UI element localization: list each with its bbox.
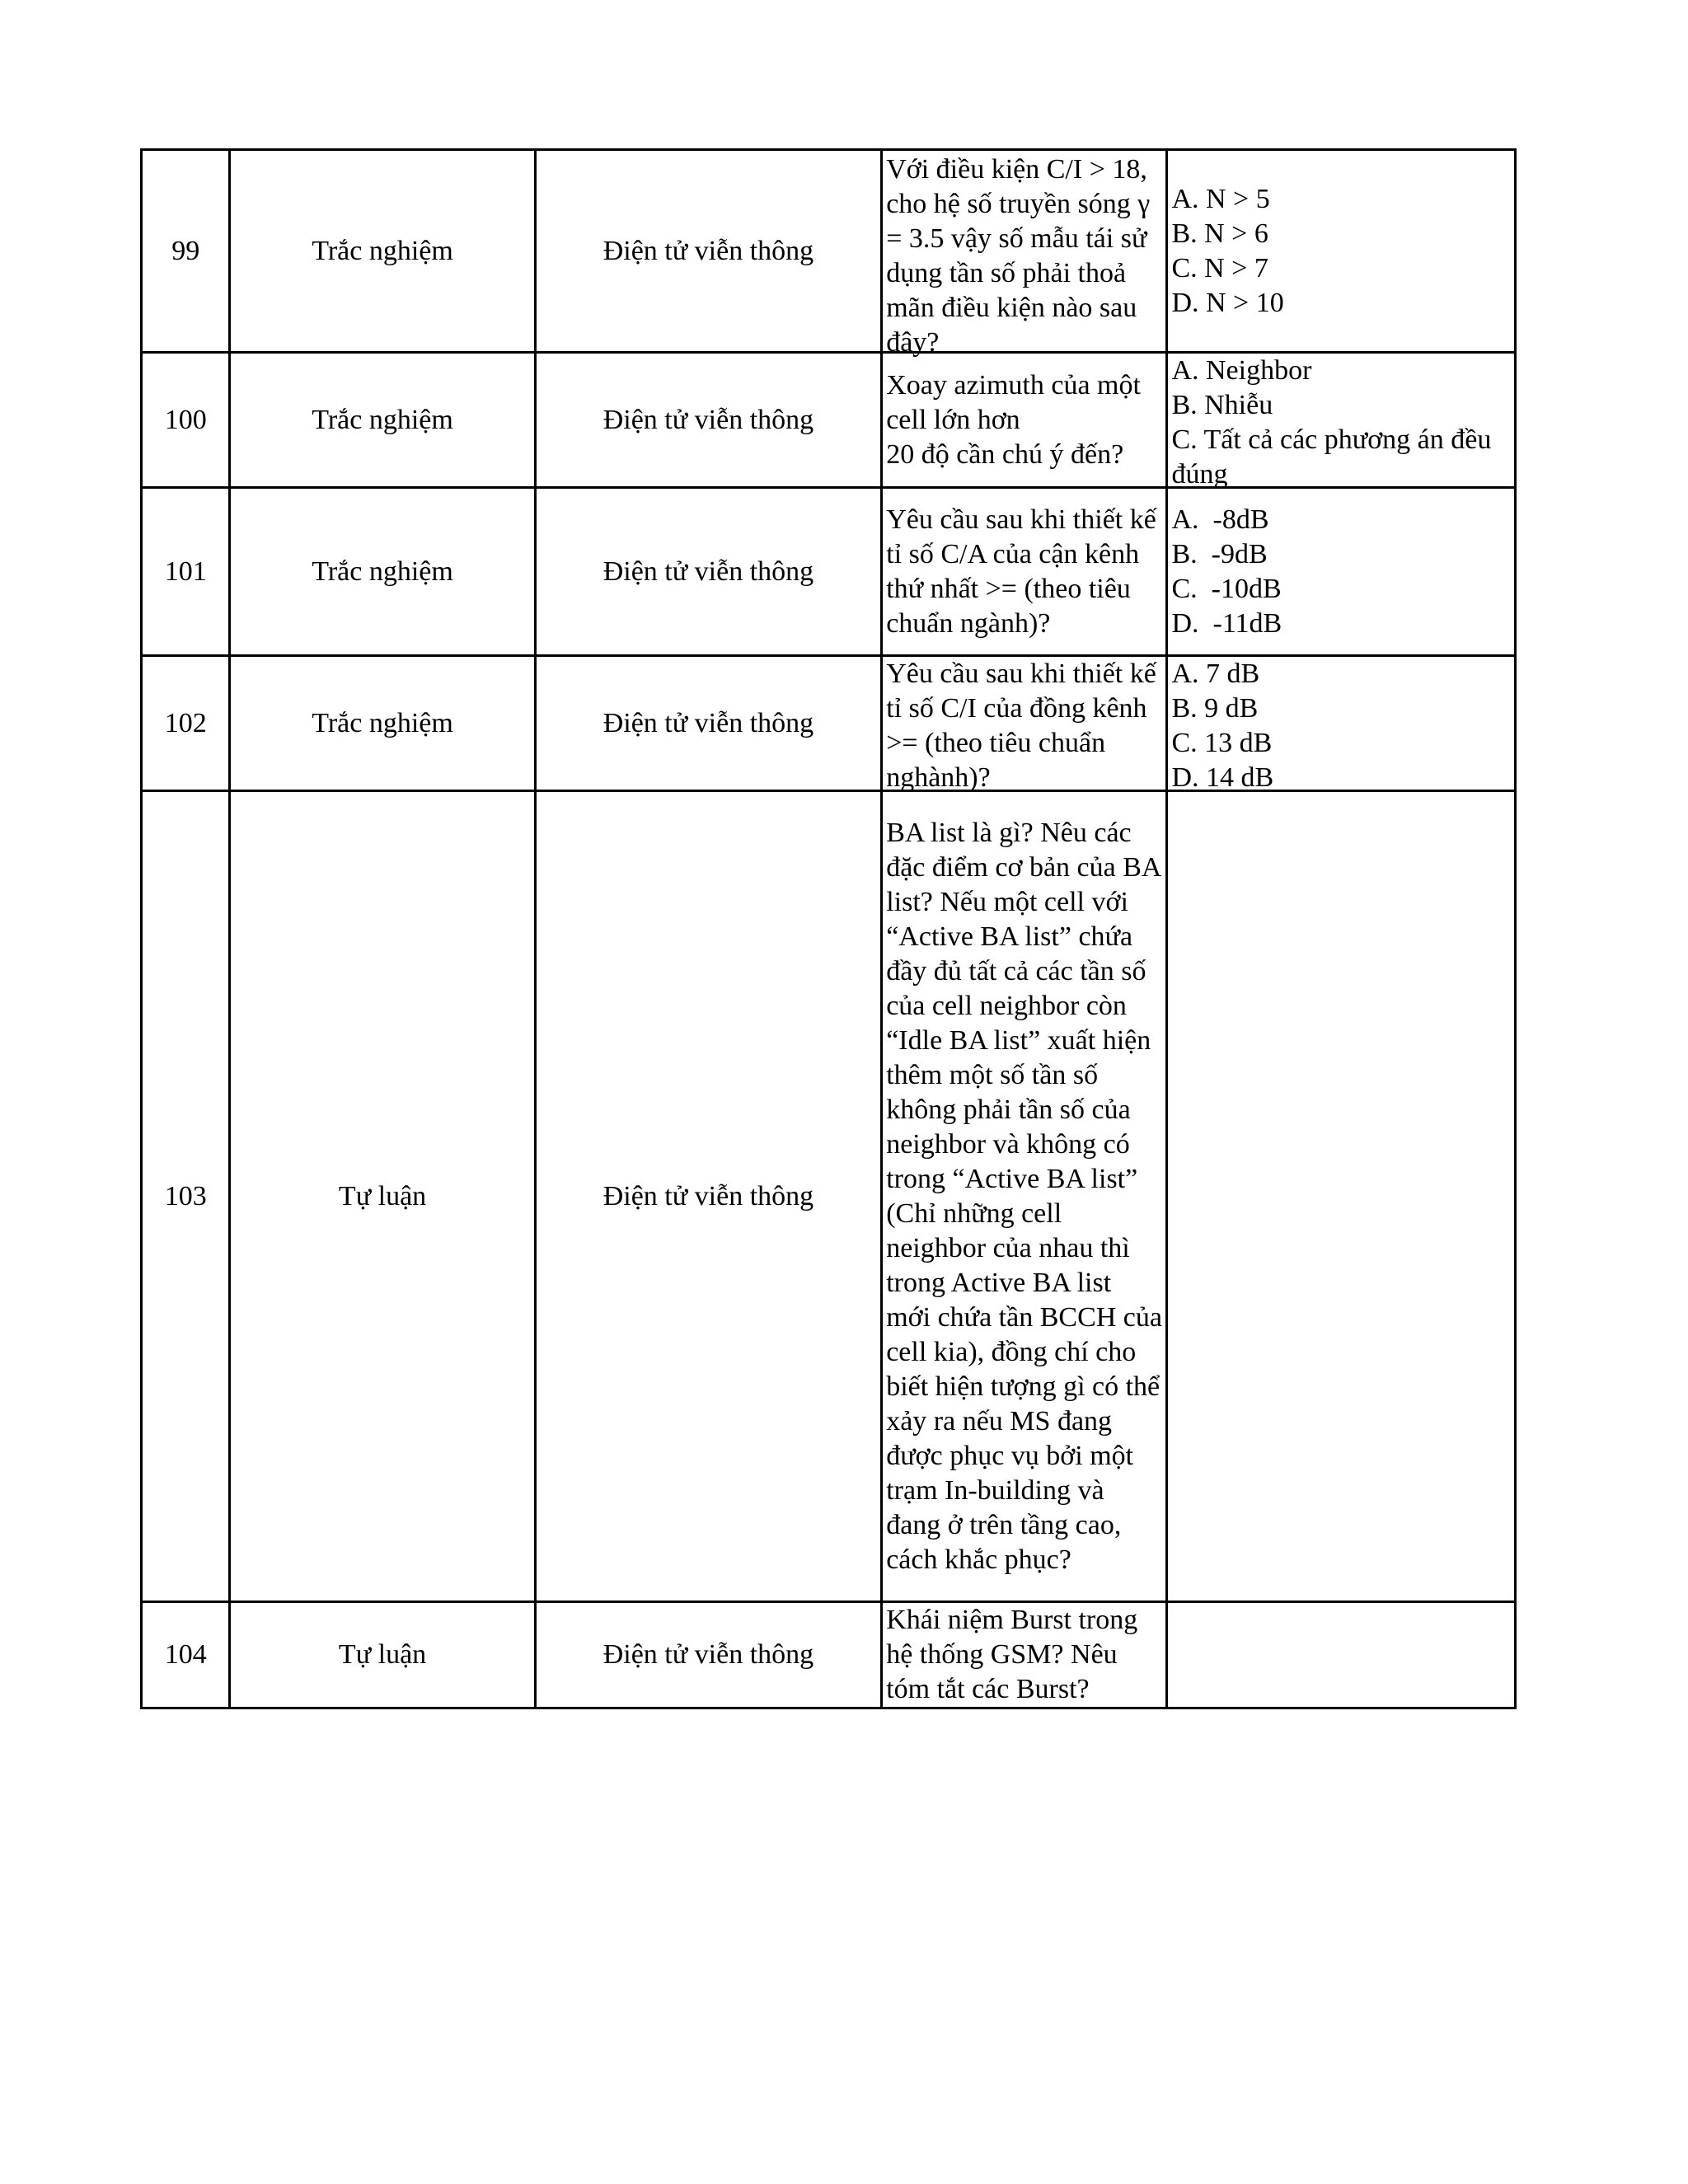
answer-box — [1168, 354, 1514, 490]
answer-list — [1168, 182, 1514, 321]
question-cell — [882, 150, 1167, 358]
answer-option: C. Tất cả các phương án đều đúng — [1171, 424, 1492, 490]
answer-option: B. 9 dB — [1171, 693, 1259, 724]
question-number: 103 — [142, 791, 230, 1602]
question-cell — [882, 353, 1167, 488]
question-type: Tự luận — [230, 791, 535, 1602]
answer-option: B. -9dB — [1171, 538, 1268, 569]
answers-cell — [1167, 150, 1516, 353]
question-cell — [882, 1602, 1167, 1708]
question-type: Trắc nghiệm — [230, 656, 535, 791]
answer-box — [1168, 657, 1514, 793]
answer-option: C. N > 7 — [1171, 252, 1268, 284]
answer-option: D. -11dB — [1171, 607, 1282, 639]
answer-option: C. -10dB — [1171, 573, 1282, 604]
answer-option: A. Neighbor — [1171, 355, 1312, 386]
table-row — [142, 656, 1516, 791]
answer-option: D. N > 10 — [1171, 287, 1284, 318]
answers-cell — [1167, 488, 1516, 656]
question-text: Yêu cầu sau khi thiết kế tỉ số C/A của cận kênh thứ nhất >= (theo tiêu chuẩn ngành)? — [886, 504, 1164, 639]
question-cell — [882, 791, 1170, 1602]
question-number: 100 — [142, 353, 230, 488]
question-box — [883, 152, 1165, 358]
question-text: Yêu cầu sau khi thiết kế tỉ số C/I của đồng kênh >= (theo tiêu chuẩn nghành)? — [886, 658, 1164, 793]
question-table — [140, 148, 1517, 1709]
answer-option: D. 14 dB — [1171, 762, 1274, 793]
answer-option: B. N > 6 — [1171, 218, 1268, 249]
question-type: Trắc nghiệm — [230, 488, 535, 656]
table-row — [142, 150, 1516, 353]
question-type: Trắc nghiệm — [230, 353, 535, 488]
answer-option: A. -8dB — [1171, 504, 1269, 535]
subject: Điện tử viễn thông — [535, 791, 882, 1602]
answers-cell — [1167, 656, 1516, 791]
subject: Điện tử viễn thông — [535, 1602, 882, 1708]
question-text: BA list là gì? Nêu các đặc điểm cơ bản của BA list? Nếu một cell với “Active BA list” chứa đầy đủ tất cả các tần số của cell neighbor còn “Idle BA list” xuất hiện thêm một số tần số không phải tần số của neighbor và không có trong “Active BA list” (Chỉ những cell neighbor của nhau thì trong Active BA list mới chứa tần BCCH của cell kia), đồng chí cho biết hiện tượng gì có thể xảy ra nếu MS đang được phục vụ bởi một trạm In-building và đang ở trên tầng cao, cách khắc phục? — [886, 817, 1170, 1575]
subject: Điện tử viễn thông — [535, 150, 882, 353]
answer-option: B. Nhiễu — [1171, 390, 1273, 420]
question-text: Xoay azimuth của một cell lớn hơn 20 độ cần chú ý đến? — [886, 369, 1141, 470]
answers-cell — [1167, 791, 1516, 1602]
question-number: 99 — [142, 150, 230, 353]
table-row — [142, 1602, 1516, 1708]
question-text: Khái niệm Burst trong hệ thống GSM? Nêu tóm tắt các Burst? — [886, 1605, 1145, 1704]
answers-cell — [1167, 1602, 1516, 1708]
subject: Điện tử viễn thông — [535, 488, 882, 656]
answer-list — [1168, 354, 1514, 492]
subject: Điện tử viễn thông — [535, 353, 882, 488]
answer-option: A. 7 dB — [1171, 658, 1260, 689]
question-number: 104 — [142, 1602, 230, 1708]
subject: Điện tử viễn thông — [535, 656, 882, 791]
answer-list — [1168, 503, 1514, 641]
question-number: 101 — [142, 488, 230, 656]
table-row — [142, 353, 1516, 488]
table-row — [142, 488, 1516, 656]
question-cell — [882, 488, 1167, 656]
question-type: Trắc nghiệm — [230, 150, 535, 353]
question-box — [883, 657, 1165, 793]
answer-list — [1168, 657, 1514, 795]
question-type: Tự luận — [230, 1602, 535, 1708]
answer-option: A. N > 5 — [1171, 183, 1270, 214]
answer-option: C. 13 dB — [1171, 728, 1273, 758]
question-text: Với điều kiện C/I > 18, cho hệ số truyền sóng γ = 3.5 vậy số mẫu tái sử dụng tần số phải thoả mãn điều kiện nào sau đây? — [886, 153, 1157, 358]
question-cell — [882, 656, 1167, 791]
answers-cell — [1167, 353, 1516, 488]
question-number: 102 — [142, 656, 230, 791]
table-row — [142, 791, 1516, 1602]
